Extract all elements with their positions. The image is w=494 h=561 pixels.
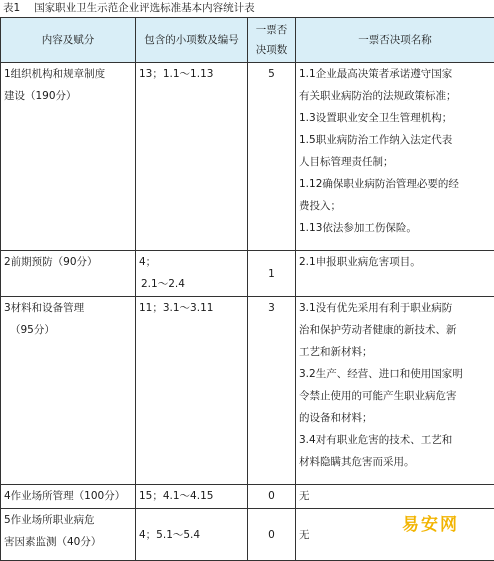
- cell-veto-names: [296, 251, 494, 297]
- cell-veto-count: 1: [248, 251, 296, 297]
- items-line: 15；4.1～4.15: [139, 490, 214, 502]
- content-line: 害因素监测（40分）: [4, 536, 102, 548]
- items-line: 11；3.1～3.11: [139, 302, 214, 314]
- cell-content: [1, 509, 136, 561]
- header-content: 内容及赋分: [1, 18, 136, 63]
- items-line: 2.1～2.4: [141, 278, 185, 290]
- cell-items: [136, 297, 248, 485]
- cell-items: [136, 63, 248, 251]
- header-veto-count: [248, 18, 296, 63]
- cell-veto-names: [296, 63, 494, 251]
- cell-veto-names: [296, 297, 494, 485]
- veto-line: 1.1企业最高决策者承诺遵守国家: [299, 68, 453, 80]
- cell-content: [1, 251, 136, 297]
- veto-line: 2.1申报职业病危害项目。: [299, 256, 421, 268]
- caption-label: 表1: [3, 2, 21, 14]
- cell-items: [136, 485, 248, 509]
- cell-items: [136, 509, 248, 561]
- table-row: [1, 63, 494, 251]
- veto-line: 3.2生产、经营、进口和使用国家明: [299, 368, 463, 380]
- content-line: （95分）: [10, 324, 55, 336]
- veto-line: 1.5职业病防治工作纳入法定代表: [299, 134, 453, 146]
- cell-veto-names: [296, 485, 494, 509]
- veto-line: 无: [299, 528, 310, 541]
- cell-items: [136, 251, 248, 297]
- content-line: 2前期预防（90分）: [4, 256, 98, 268]
- items-line: 13；1.1～1.13: [139, 68, 214, 80]
- table-row: [1, 251, 494, 297]
- items-line: 4；5.1～5.4: [139, 528, 201, 541]
- items-line: 4；: [139, 256, 157, 268]
- caption-title: 国家职业卫生示范企业评选标准基本内容统计表: [34, 2, 255, 14]
- veto-line: 1.3设置职业安全卫生管理机构；: [299, 112, 453, 124]
- content-line: 3材料和设备管理: [4, 302, 85, 314]
- table-header-row: [1, 18, 494, 63]
- header-items: 包含的小项数及编号: [136, 18, 248, 63]
- veto-line: 3.1没有优先采用有利于职业病防: [299, 302, 453, 314]
- cell-content: [1, 485, 136, 509]
- veto-line: 治和保护劳动者健康的新技术、新: [299, 324, 457, 336]
- cell-veto-names: [296, 509, 494, 561]
- veto-line: 1.12确保职业病防治管理必要的经: [299, 178, 459, 190]
- cell-veto-count: 0: [248, 485, 296, 509]
- cell-veto-count: 3: [248, 297, 296, 485]
- table-caption: [3, 0, 255, 16]
- veto-line: 工艺和新材料；: [299, 346, 373, 358]
- veto-line: 令禁止使用的可能产生职业病危害: [299, 390, 457, 402]
- veto-line: 有关职业病防治的法规政策标准；: [299, 90, 457, 102]
- table-row: [1, 297, 494, 485]
- site-watermark: 易安网: [402, 515, 459, 535]
- table-row: [1, 485, 494, 509]
- cell-content: [1, 63, 136, 251]
- cell-content: [1, 297, 136, 485]
- cell-veto-count: 0: [248, 509, 296, 561]
- criteria-table: [0, 17, 494, 561]
- veto-line: 3.4对有职业危害的技术、工艺和: [299, 434, 453, 446]
- content-line: 4作业场所管理（100分）: [4, 490, 126, 502]
- header-veto-count-line: 一票否: [255, 24, 288, 36]
- veto-line: 人目标管理责任制；: [299, 156, 394, 168]
- veto-line: 费投入；: [299, 200, 341, 212]
- content-line: 1组织机构和规章制度: [4, 68, 106, 80]
- veto-line: 材料隐瞒其危害而采用。: [299, 456, 415, 468]
- veto-line: 的设备和材料；: [299, 412, 373, 424]
- header-veto-names: 一票否决项名称: [296, 18, 494, 63]
- content-line: 5作业场所职业病危: [4, 514, 95, 526]
- cell-veto-count: 5: [248, 63, 296, 251]
- content-line: 建设（190分）: [4, 90, 77, 102]
- header-veto-count-line: 决项数: [255, 44, 288, 56]
- veto-line: 无: [299, 490, 310, 502]
- veto-line: 1.13依法参加工伤保险。: [299, 222, 417, 234]
